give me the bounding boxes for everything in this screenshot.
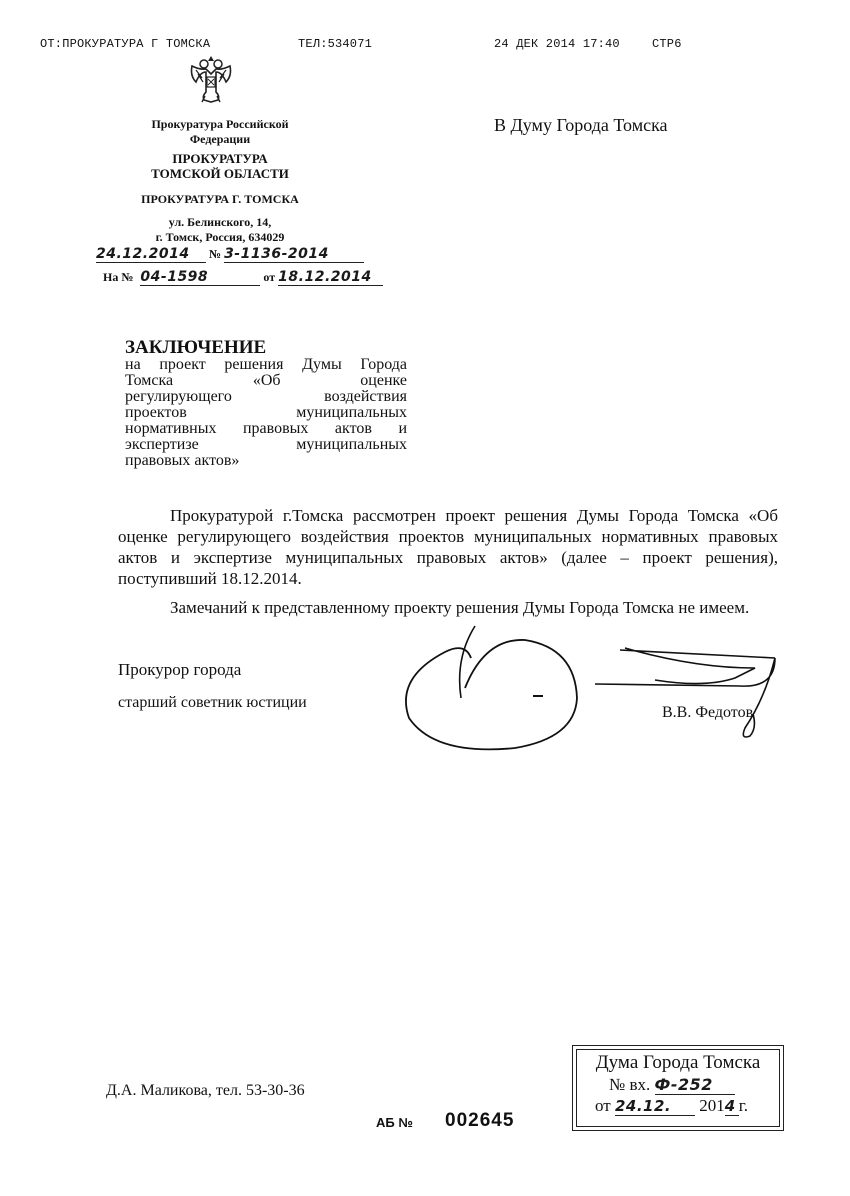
subject-line: проектов муниципальных [125,404,407,421]
signer-position-2: старший советник юстиции [118,694,307,711]
reference-label: На № [103,270,134,284]
stamp-date-handwritten: 24.12. [615,1097,695,1116]
sender-line-3: ПРОКУРАТУРА [172,151,268,166]
address-line-2: г. Томск, Россия, 634029 [155,230,285,244]
addressee: В Думу Города Томска [494,115,668,135]
serial-label: АБ № [376,1115,413,1130]
fax-phone: ТЕЛ:534071 [298,37,373,51]
stamp-year-prefix: 201 [699,1096,725,1115]
handwritten-signature [395,618,795,758]
sender-block [130,117,310,147]
sender-line-1: Прокуратура Российской [151,117,289,131]
coat-of-arms-emblem [188,52,234,104]
executor-contact: Д.А. Маликова, тел. 53-30-36 [106,1082,305,1099]
sender-line-5: ПРОКУРАТУРА Г. ТОМСКА [141,192,299,206]
duma-registration-stamp [572,1045,784,1131]
outgoing-number-label: № [209,247,222,261]
outgoing-number-handwritten: 3-1136-2014 [224,246,364,263]
subject-line: Томска «Об оценке [125,372,407,389]
reference-registration [103,269,383,286]
sender-line-2: Федерации [189,132,251,146]
stamp-title: Дума Города Томска [595,1052,761,1073]
address-line-1: ул. Белинского, 14, [168,215,272,229]
stamp-year-suffix: г. [738,1096,749,1115]
subject-line: правовых актов» [125,452,240,469]
fax-page: СТР6 [652,37,682,51]
outgoing-date-handwritten: 24.12.2014 [96,246,206,263]
body-paragraph-2: Замечаний к представленному проекту решения Думы Города Томска не имеем. [170,598,750,617]
subject-line: нормативных правовых актов и [125,420,407,437]
reference-date-handwritten: 18.12.2014 [278,269,383,286]
subject-line: регулирующего воздействия [125,388,407,405]
serial-number: 002645 [445,1110,515,1131]
sender-address [130,215,310,245]
reference-number-handwritten: 04-1598 [140,269,260,286]
outgoing-registration [96,246,364,263]
stamp-year-digit-handwritten: 4 [725,1097,739,1116]
stamp-date-line [581,1096,775,1116]
fax-from: ОТ:ПРОКУРАТУРА Г ТОМСКА [40,37,211,51]
stamp-in-label: № вх. [609,1075,651,1094]
stamp-incoming-line [581,1075,775,1095]
body-paragraph-1: Прокуратурой г.Томска рассмотрен проект решения Думы Города Томска «Об оценке регулирующего воздействия проектов муниципальных нормативных правовых актов и экспертизе муниципальных правовых актов» (далее – проект решения), поступивший 18.12.2014. [118,506,778,588]
stamp-in-number-handwritten: Ф-252 [655,1075,735,1095]
stamp-from-label: от [595,1096,611,1115]
sender-prosecutor-region [130,151,310,181]
subject-line: на проект решения Думы Города [125,356,407,373]
signer-name: В.В. Федотов [662,704,754,721]
reference-from-label: от [263,270,276,284]
sender-line-4: ТОМСКОЙ ОБЛАСТИ [151,166,289,181]
conclusion-subject [125,357,407,469]
signer-position-1: Прокурор города [118,660,242,679]
subject-line: экспертизе муниципальных [125,436,407,453]
fax-datetime: 24 ДЕК 2014 17:40 [494,37,620,51]
conclusion-title: ЗАКЛЮЧЕНИЕ [125,337,267,358]
